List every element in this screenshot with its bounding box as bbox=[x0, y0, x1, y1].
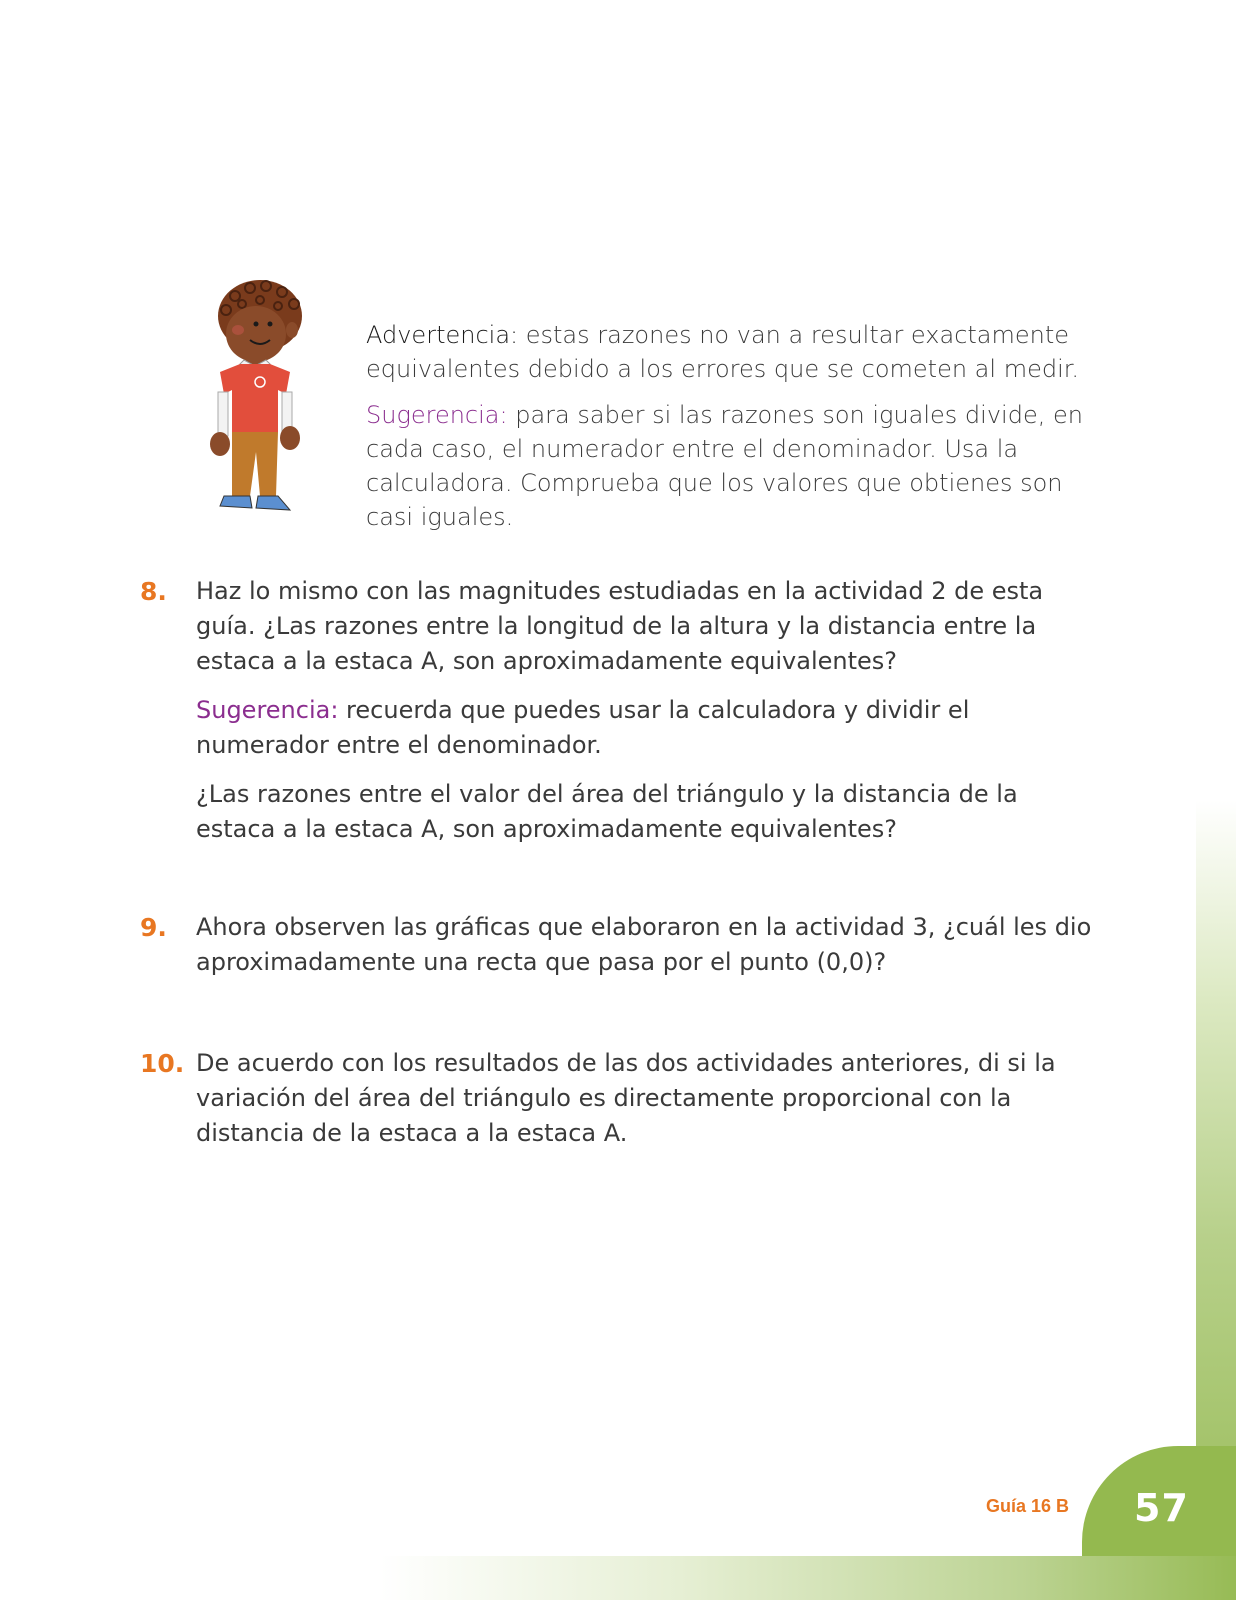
activity-text: Ahora observen las gráficas que elaboraron en la actividad 3, ¿cuál les dio aproximadamente una recta que pasa por el punto (0,0)? bbox=[196, 913, 1092, 976]
activity-text: Haz lo mismo con las magnitudes estudiadas en la actividad 2 de esta guía. ¿Las razones entre la longitud de la altura y la distancia entre la estaca a la estaca A, son aproximadamente equivalentes? bbox=[196, 577, 1044, 675]
activity-question: ¿Las razones entre el valor del área del triángulo y la distancia de la estaca a la estaca A, son aproximadamente equivalentes? bbox=[196, 780, 1018, 843]
hint-box bbox=[366, 318, 1086, 546]
activity-text: De acuerdo con los resultados de las dos actividades anteriores, di si la variación del área del triángulo es directamente proporcional con la distancia de la estaca a la estaca A. bbox=[196, 1049, 1056, 1147]
guide-label: Guía 16 B bbox=[986, 1496, 1070, 1516]
activity-suggestion bbox=[196, 693, 1100, 763]
activity-9 bbox=[140, 910, 1100, 994]
warning-paragraph bbox=[366, 318, 1086, 386]
boy-illustration bbox=[190, 276, 320, 526]
activity-8 bbox=[140, 574, 1100, 861]
suggestion-label: Sugerencia: bbox=[366, 401, 508, 429]
activity-10 bbox=[140, 1046, 1100, 1165]
warning-text: estas razones no van a resultar exactamente equivalentes debido a los errores que se cometen al medir. bbox=[366, 321, 1080, 383]
page-number: 57 bbox=[1134, 1486, 1189, 1530]
suggestion-text: para saber si las razones son iguales divide, en cada caso, el numerador entre el denominador. Usa la calculadora. Comprueba que los valores que obtienes son casi iguales. bbox=[366, 401, 1083, 531]
suggestion-text: recuerda que puedes usar la calculadora y dividir el numerador entre el denominador. bbox=[196, 696, 970, 759]
activity-number: 9. bbox=[140, 913, 167, 942]
suggestion-label: Sugerencia: bbox=[196, 696, 339, 724]
suggestion-paragraph bbox=[366, 398, 1086, 534]
activity-number: 10. bbox=[140, 1049, 185, 1078]
activity-number: 8. bbox=[140, 577, 167, 606]
bottom-decoration bbox=[380, 1556, 1236, 1600]
warning-label: Advertencia: bbox=[366, 321, 519, 349]
